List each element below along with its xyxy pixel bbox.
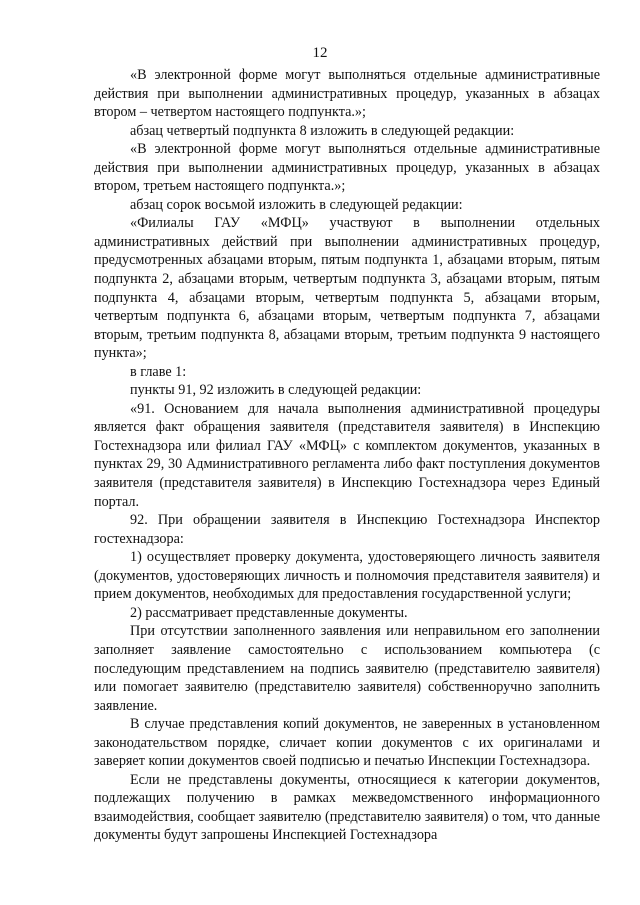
paragraph-5: «Филиалы ГАУ «МФЦ» участвуют в выполнении отдельных административных действий при выполнении административных процедур, предусмотренных абзацами вторым, пятым подпункта 1, абзацами вторым, пятым подпункта 2, абзацами вторым, четвертым подпункта 3, абзацами вторым, пятым подпункта 4, абзацами вторым, четвертым подпункта 5, абзацами вторым, четвертым подпункта 6, абзацами вторым, четвертым подпункта 7, абзацами вторым, третьим подпункта 8, абзацами вторым, третьим подпункта 9 настоящего пункта»; [94, 215, 600, 362]
paragraph-14: Если не представлены документы, относящиеся к категории документов, подлежащих получению в рамках межведомственного информационного взаимодействия, сообщает заявителю (представителю заявителя) о том, что данные документы будут запрошены Инспекцией Гостехнадзора [94, 771, 600, 844]
paragraph-2: абзац четвертый подпункта 8 изложить в следующей редакции: [130, 122, 515, 139]
paragraph-1: «В электронной форме могут выполняться отдельные административные действия при выполнении административных процедур, указанных в абзацах втором – четвертом настоящего подпункта.»; [94, 67, 600, 121]
paragraph-10: 1) осуществляет проверку документа, удостоверяющего личность заявителя (документов, удостоверяющих личность и полномочия представителя заявителя) и прием документов, необходимых для предоставления государственной услуги; [94, 549, 600, 603]
paragraph-3: «В электронной форме могут выполняться отдельные административные действия при выполнении административных процедур, указанных в абзацах втором, третьем настоящего подпункта.»; [94, 141, 600, 195]
page-number: 12 [312, 45, 328, 61]
document-text [94, 66, 600, 845]
paragraph-12: При отсутствии заполненного заявления или неправильном его заполнении заполняет заявление самостоятельно с использованием компьютера (с последующим представлением на подпись заявителю (представителю заявителя) или помогает заявителю (представителю заявителя) собственноручно заполнить заявление. [94, 623, 600, 714]
paragraph-4: абзац сорок восьмой изложить в следующей редакции: [130, 196, 463, 213]
paragraph-7: пункты 91, 92 изложить в следующей редакции: [130, 382, 422, 399]
paragraph-8: «91. Основанием для начала выполнения административной процедуры является факт обращения заявителя (представителя заявителя) в Инспекцию Гостехнадзора или филиал ГАУ «МФЦ» с комплектом документов, указанных в пунктах 29, 30 Административного регламента либо факт поступления документов заявителя (представителя заявителя) в Инспекцию Гостехнадзора через Единый портал. [94, 400, 600, 510]
paragraph-6: в главе 1: [130, 363, 187, 380]
paragraph-11: 2) рассматривает представленные документы. [130, 604, 408, 621]
paragraph-13: В случае представления копий документов, не заверенных в установленном законодательством порядке, сличает копии документов с их оригиналами и заверяет копии документов своей подписью и печатью Инспекции Гостехнадзора. [94, 716, 600, 770]
paragraph-9: 92. При обращении заявителя в Инспекцию Гостехнадзора Инспектор гостехнадзора: [94, 512, 600, 547]
